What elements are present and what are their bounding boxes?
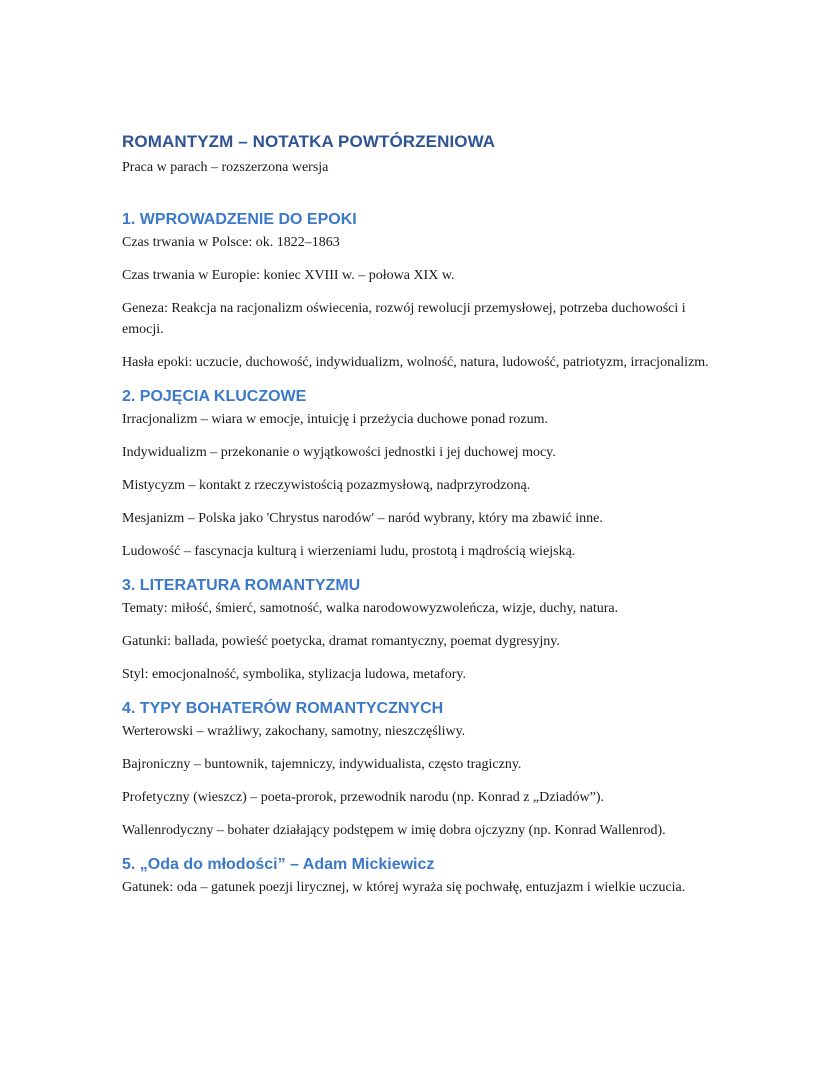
paragraph: Tematy: miłość, śmierć, samotność, walka narodowowyzwoleńcza, wizje, duchy, natura. — [122, 601, 619, 616]
paragraph: Czas trwania w Polsce: ok. 1822–1863 — [122, 235, 340, 250]
paragraph: Indywidualizm – przekonanie o wyjątkowości jednostki i jej duchowej mocy. — [122, 445, 556, 460]
paragraph: Geneza: Reakcja na racjonalizm oświecenia, rozwój rewolucji przemysłowej, potrzeba duchowości i emocji. — [122, 301, 686, 337]
paragraph: Gatunek: oda – gatunek poezji lirycznej, w której wyraża się pochwałę, entuzjazm i wielkie uczucia. — [122, 880, 686, 895]
document-subtitle: Praca w parach – rozszerzona wersja — [122, 160, 329, 175]
section-heading: 4. TYPY BOHATERÓW ROMANTYCZNYCH — [122, 700, 444, 717]
paragraph: Mistycyzm – kontakt z rzeczywistością pozazmysłową, nadprzyrodzoną. — [122, 478, 531, 493]
paragraph: Profetyczny (wieszcz) – poeta-prorok, przewodnik narodu (np. Konrad z „Dziadów”). — [122, 790, 605, 805]
section-ode-to-youth — [122, 854, 712, 898]
paragraph: Werterowski – wrażliwy, zakochany, samotny, nieszczęśliwy. — [122, 724, 466, 739]
paragraph: Mesjanizm – Polska jako 'Chrystus narodów' – naród wybrany, który ma zbawić inne. — [122, 511, 603, 526]
section-hero-types — [122, 698, 712, 841]
section-heading: 3. LITERATURA ROMANTYZMU — [122, 577, 361, 594]
section-key-concepts — [122, 386, 712, 562]
paragraph: Bajroniczny – buntownik, tajemniczy, indywidualista, często tragiczny. — [122, 757, 522, 772]
paragraph: Hasła epoki: uczucie, duchowość, indywidualizm, wolność, natura, ludowość, patriotyzm, irracjonalizm. — [122, 355, 709, 370]
section-heading: 2. POJĘCIA KLUCZOWE — [122, 388, 307, 405]
section-heading: 5. „Oda do młodości” – Adam Mickiewicz — [122, 856, 435, 873]
paragraph: Irracjonalizm – wiara w emocje, intuicję i przeżycia duchowe ponad rozum. — [122, 412, 549, 427]
paragraph: Ludowość – fascynacja kulturą i wierzeniami ludu, prostotą i mądrością wiejską. — [122, 544, 576, 559]
document-content — [122, 130, 712, 898]
paragraph: Czas trwania w Europie: koniec XVIII w. – połowa XIX w. — [122, 268, 455, 283]
section-heading: 1. WPROWADZENIE DO EPOKI — [122, 211, 357, 228]
paragraph: Gatunki: ballada, powieść poetycka, dramat romantyczny, poemat dygresyjny. — [122, 634, 560, 649]
section-introduction — [122, 209, 712, 373]
paragraph: Wallenrodyczny – bohater działający podstępem w imię dobra ojczyzny (np. Konrad Wallenrod). — [122, 823, 666, 838]
paragraph: Styl: emocjonalność, symbolika, stylizacja ludowa, metafory. — [122, 667, 466, 682]
document-title: ROMANTYZM – NOTATKA POWTÓRZENIOWA — [122, 132, 496, 151]
section-literature — [122, 575, 712, 685]
